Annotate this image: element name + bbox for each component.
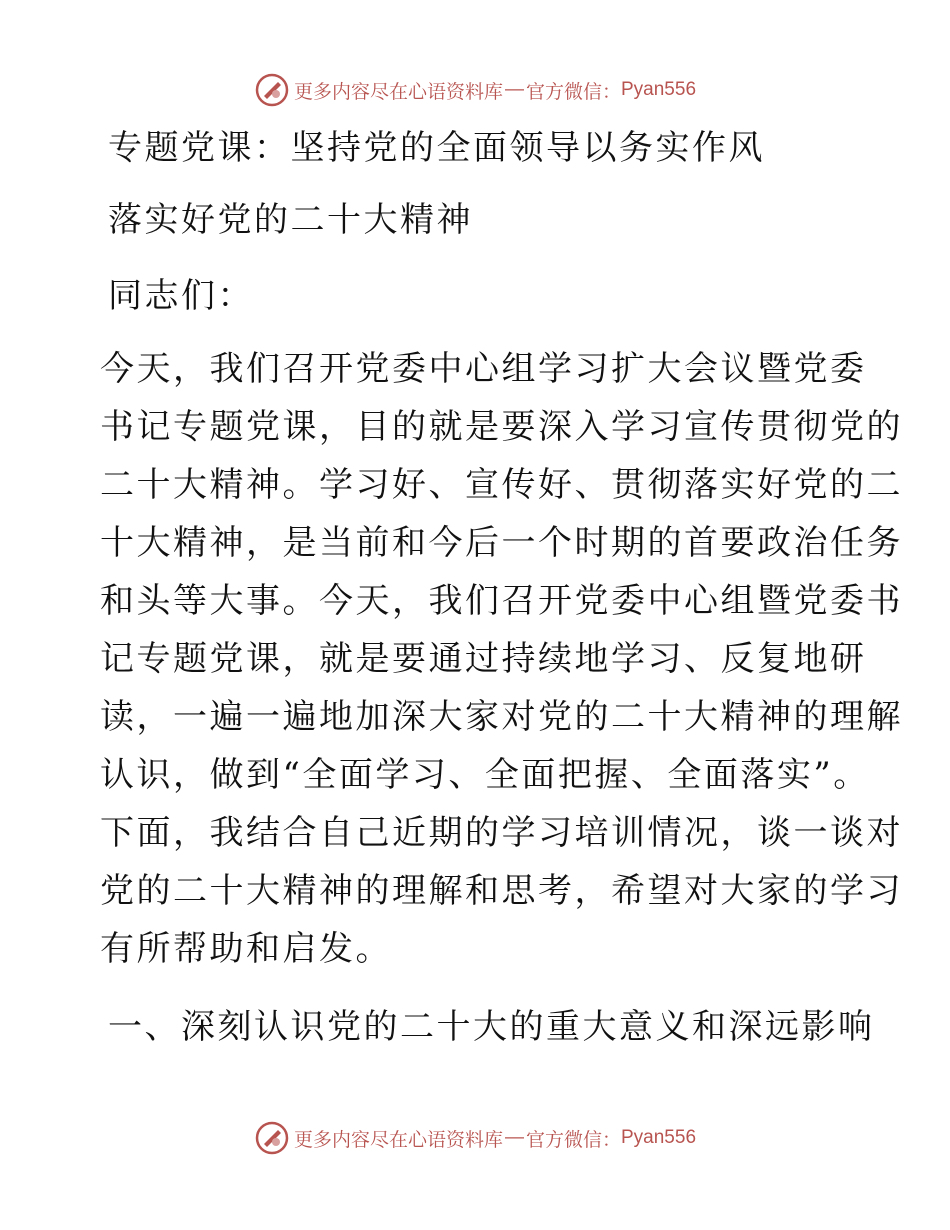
- paragraph-line: 书记专题党课，目的就是要深入学习宣传贯彻党的: [100, 407, 903, 447]
- paragraph-line: 认识，做到“全面学习、全面把握、全面落实”。: [100, 755, 870, 795]
- paragraph-line: 和头等大事。今天，我们召开党委中心组暨党委书: [100, 581, 903, 621]
- logo-icon: [254, 72, 290, 108]
- document-title-line1: 专题党课：坚持党的全面领导以务实作风: [108, 128, 765, 168]
- watermark-separator: —: [504, 79, 524, 100]
- paragraph-line: 读，一遍一遍地加深大家对党的二十大精神的理解: [100, 697, 903, 737]
- paragraph-line: 今天，我们召开党委中心组学习扩大会议暨党委: [100, 349, 867, 389]
- watermark-wechat-id: Pyan556: [621, 79, 697, 100]
- paragraph-line: 十大精神，是当前和今后一个时期的首要政治任务: [100, 523, 903, 563]
- header-watermark: [0, 70, 950, 110]
- watermark-label: 官方微信：: [525, 81, 621, 103]
- paragraph-line: 有所帮助和启发。: [100, 929, 392, 969]
- paragraph-line: 记专题党课，就是要通过持续地学习、反复地研: [100, 639, 867, 679]
- salutation: 同志们：: [108, 276, 254, 316]
- watermark-brand: 更多内容尽在心语资料库: [293, 1129, 503, 1151]
- logo-icon: [254, 1120, 290, 1156]
- watermark-brand: 更多内容尽在心语资料库: [293, 81, 503, 103]
- watermark-label: 官方微信：: [525, 1129, 621, 1151]
- paragraph-line: 党的二十大精神的理解和思考，希望对大家的学习: [100, 871, 903, 911]
- watermark-wechat-id: Pyan556: [621, 1127, 697, 1148]
- footer-watermark: [0, 1118, 950, 1158]
- paragraph-line: 二十大精神。学习好、宣传好、贯彻落实好党的二: [100, 465, 903, 505]
- watermark-separator: —: [504, 1127, 524, 1148]
- document-title-line2: 落实好党的二十大精神: [108, 200, 473, 240]
- section-heading: 一、深刻认识党的二十大的重大意义和深远影响: [108, 1007, 875, 1047]
- paragraph-line: 下面，我结合自己近期的学习培训情况，谈一谈对: [100, 813, 903, 853]
